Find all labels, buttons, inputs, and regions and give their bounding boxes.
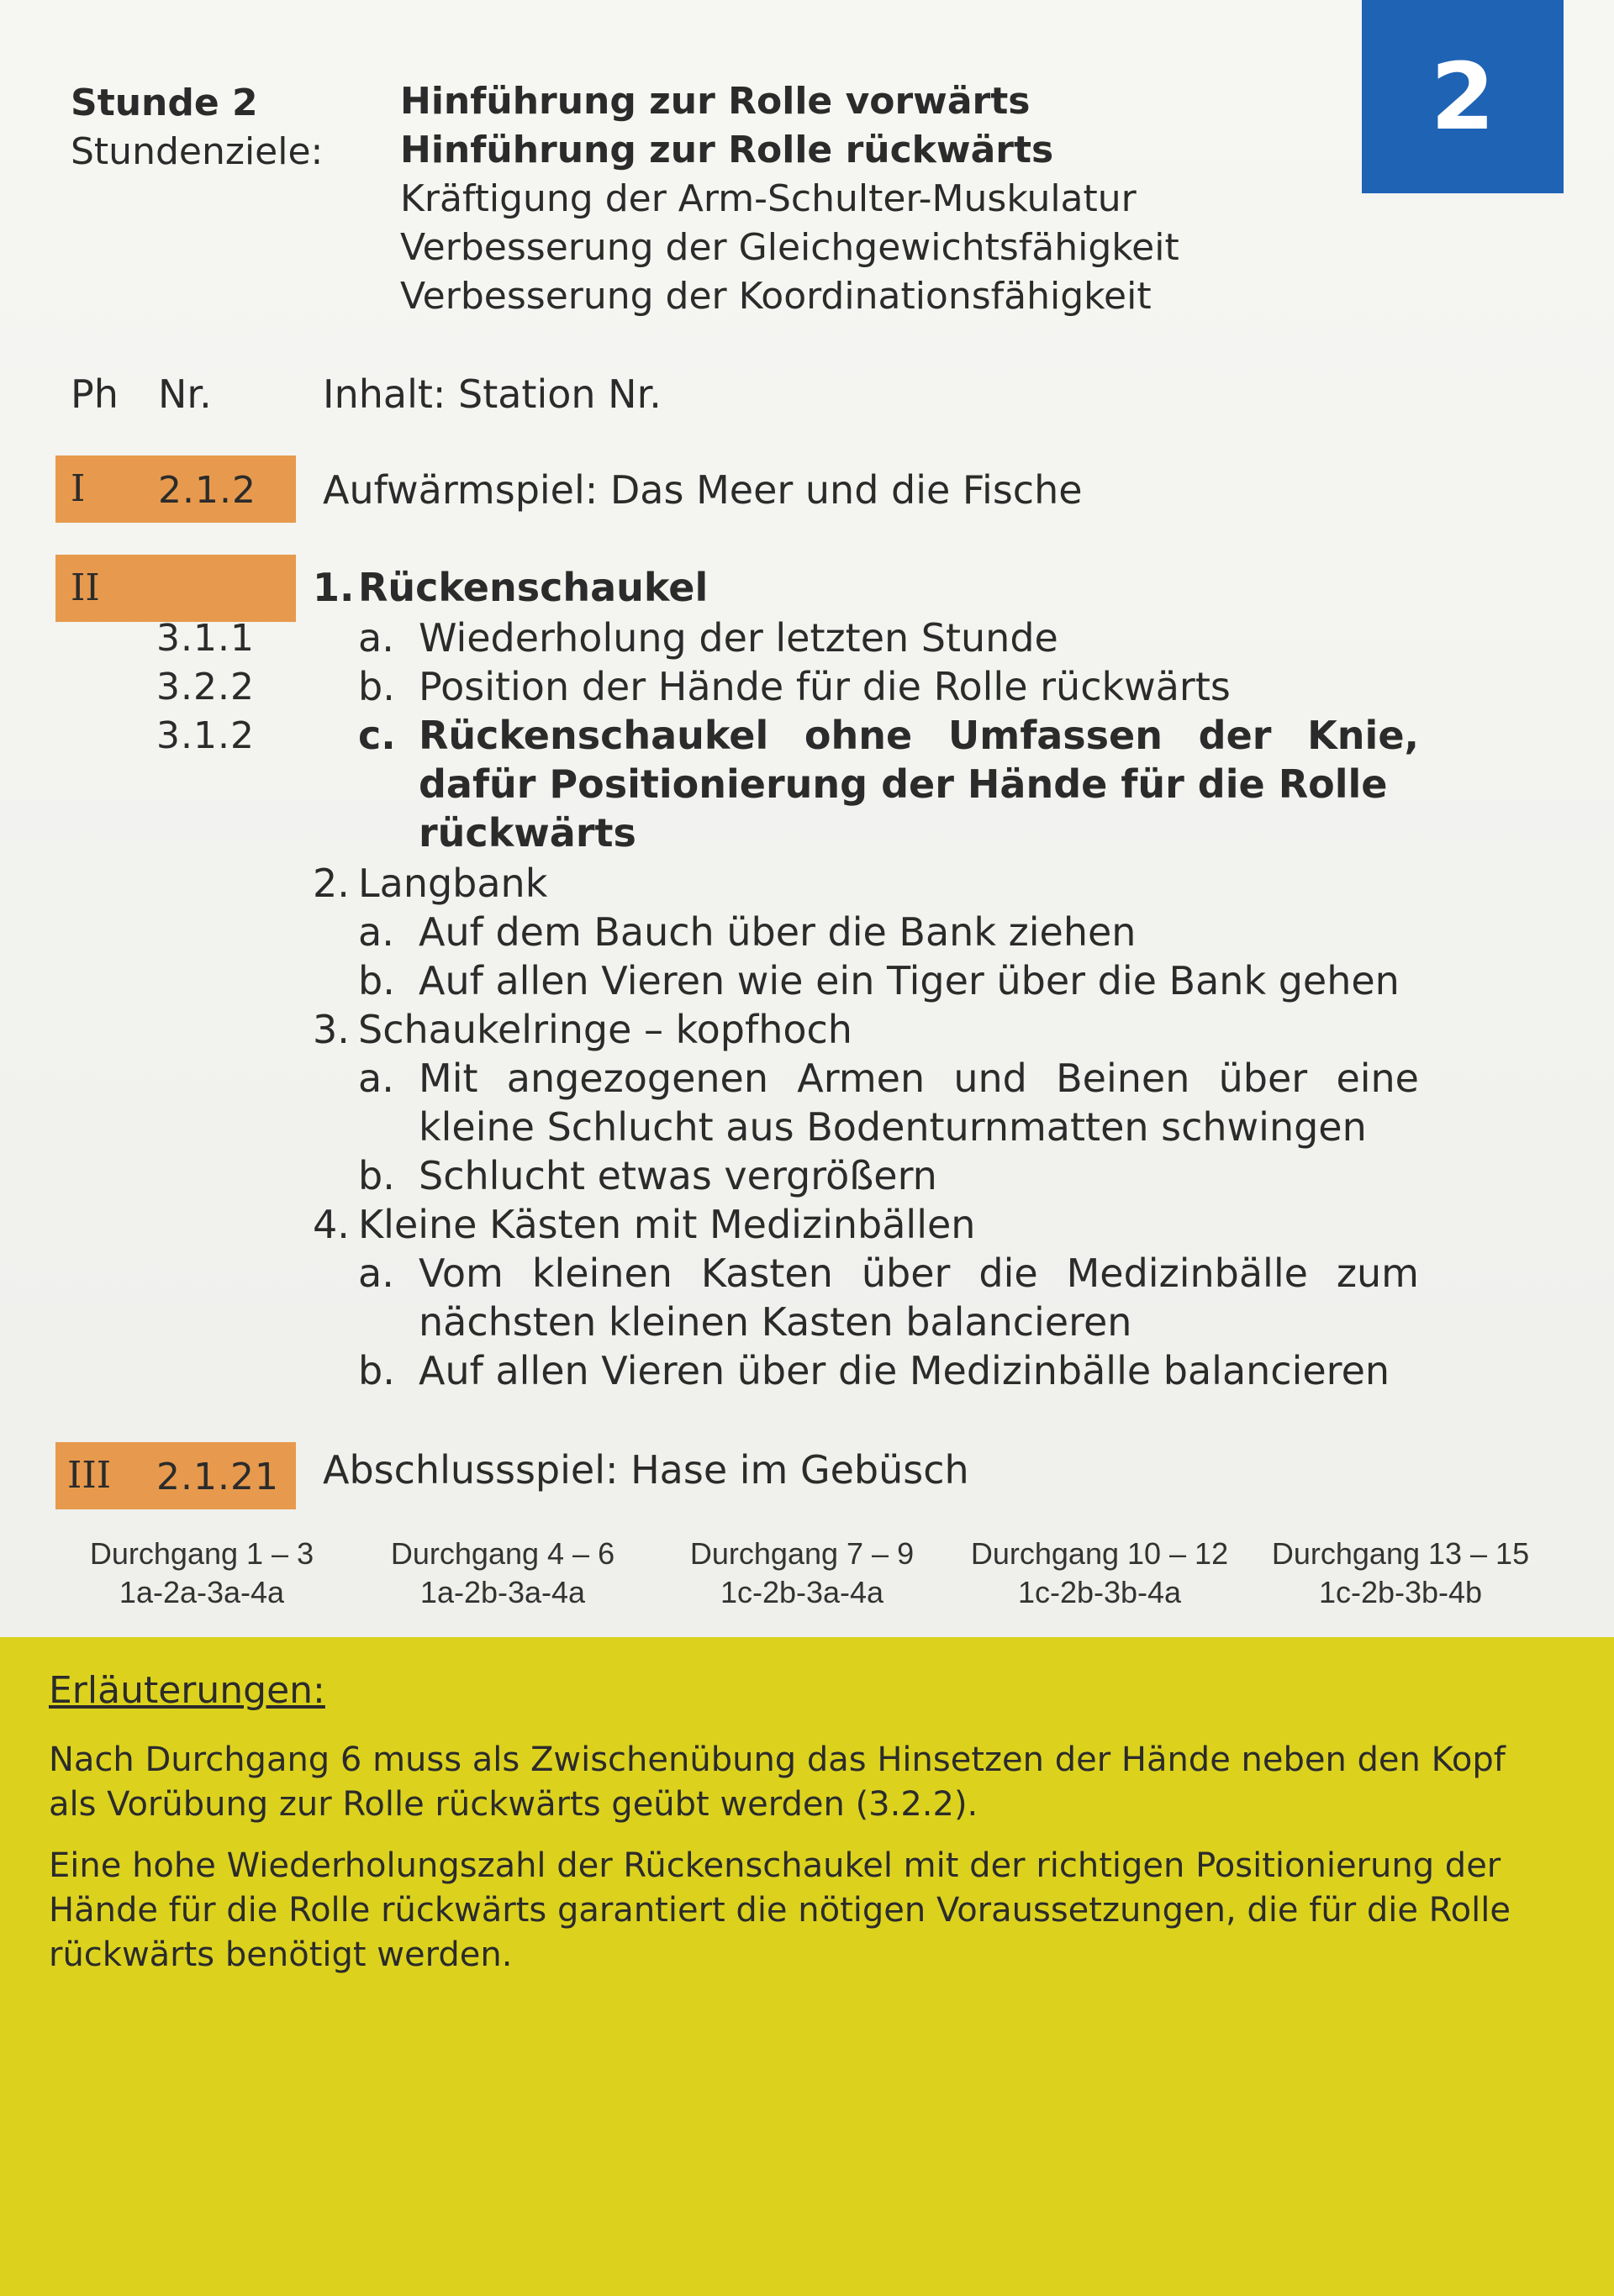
station-3a-letter: a. xyxy=(358,1056,394,1101)
station-2-number: 2. xyxy=(313,861,350,906)
station-2b-text: Auf allen Vieren wie ein Tiger über die Bank gehen xyxy=(419,958,1400,1003)
station-4-number: 4. xyxy=(313,1202,350,1247)
station-4a-line-2: nächsten kleinen Kasten balancieren xyxy=(419,1299,1132,1345)
durchgang-5-label: Durchgang 13 – 15 xyxy=(1271,1536,1530,1571)
station-3-title: Schaukelringe – kopfhoch xyxy=(358,1007,852,1052)
station-1a-nr: 3.1.1 xyxy=(156,617,255,660)
explanations-panel xyxy=(0,1637,1614,2296)
phase-2-label: II xyxy=(71,566,100,609)
durchgang-3-code: 1c-2b-3a-4a xyxy=(720,1575,884,1609)
station-2b-letter: b. xyxy=(358,958,395,1003)
station-2a-letter: a. xyxy=(358,909,394,955)
phase-1-nr: 2.1.2 xyxy=(158,469,256,512)
goal-3: Kräftigung der Arm-Schulter-Muskulatur xyxy=(400,177,1137,220)
durchgang-1-code: 1a-2a-3a-4a xyxy=(119,1575,285,1609)
durchgang-2-code: 1a-2b-3a-4a xyxy=(419,1575,586,1609)
column-nr: Nr. xyxy=(158,371,212,417)
goal-1: Hinführung zur Rolle vorwärts xyxy=(400,80,1031,123)
station-1-title: Rückenschaukel xyxy=(358,565,709,610)
goal-2: Hinführung zur Rolle rückwärts xyxy=(400,129,1054,171)
station-4b-letter: b. xyxy=(358,1348,395,1393)
phase-3-text: Abschlussspiel: Hase im Gebüsch xyxy=(323,1447,969,1493)
station-3b-letter: b. xyxy=(358,1153,395,1198)
goals-label: Stundenziele: xyxy=(71,130,324,173)
durchgang-1 xyxy=(59,1535,345,1612)
station-1-number: 1. xyxy=(313,565,355,610)
phase-3-label: III xyxy=(67,1454,112,1497)
station-3a-line-1: Mit angezogenen Armen und Beinen über eine xyxy=(419,1056,1419,1101)
explanation-paragraph-1: Nach Durchgang 6 muss als Zwischenübung das Hinsetzen der Hände neben den Kopf als Vorübung zur Rolle rückwärts geübt werden (3.2.2). xyxy=(49,1740,1506,1824)
durchgang-5 xyxy=(1258,1535,1543,1612)
durchgang-2 xyxy=(360,1535,646,1612)
durchgang-3 xyxy=(659,1535,945,1612)
durchgang-4-label: Durchgang 10 – 12 xyxy=(970,1536,1229,1571)
station-1c-line-3: rückwärts xyxy=(419,810,636,856)
station-1a-letter: a. xyxy=(358,615,394,661)
lesson-title: Stunde 2 xyxy=(71,82,258,124)
station-1a-text: Wiederholung der letzten Stunde xyxy=(419,615,1058,661)
station-1b-text: Position der Hände für die Rolle rückwärts xyxy=(419,664,1231,709)
station-4a-letter: a. xyxy=(358,1251,394,1296)
station-1c-letter: c. xyxy=(358,713,396,758)
phase-1-label: I xyxy=(71,467,86,510)
station-4a-line-1: Vom kleinen Kasten über die Medizinbälle zum xyxy=(419,1251,1419,1296)
explanations-title: Erläuterungen: xyxy=(49,1669,325,1712)
station-1c-nr: 3.1.2 xyxy=(156,714,255,757)
station-1b-nr: 3.2.2 xyxy=(156,666,255,708)
durchgang-3-label: Durchgang 7 – 9 xyxy=(689,1536,915,1571)
station-3a-line-2: kleine Schlucht aus Bodenturnmatten schwingen xyxy=(419,1104,1367,1150)
durchgang-2-label: Durchgang 4 – 6 xyxy=(390,1536,615,1571)
column-inhalt: Inhalt: Station Nr. xyxy=(323,371,662,417)
goal-5: Verbesserung der Koordinationsfähigkeit xyxy=(400,275,1152,318)
station-1b-letter: b. xyxy=(358,664,395,709)
phase-3-nr: 2.1.21 xyxy=(156,1456,279,1498)
station-2a-text: Auf dem Bauch über die Bank ziehen xyxy=(419,909,1137,955)
durchgang-4-code: 1c-2b-3b-4a xyxy=(1017,1575,1182,1609)
durchgang-5-code: 1c-2b-3b-4b xyxy=(1318,1575,1483,1609)
column-ph: Ph xyxy=(71,371,119,417)
explanation-paragraph-2: Eine hohe Wiederholungszahl der Rückenschaukel mit der richtigen Positionierung der Hände für die Rolle rückwärts garantiert die nötigen Voraussetzungen, die für die Rolle rückwärts benötigt werden. xyxy=(49,1846,1511,1974)
goal-4: Verbesserung der Gleichgewichtsfähigkeit xyxy=(400,226,1179,269)
station-3-number: 3. xyxy=(313,1007,350,1052)
station-2-title: Langbank xyxy=(358,861,548,906)
station-4b-text: Auf allen Vieren über die Medizinbälle balancieren xyxy=(419,1348,1390,1393)
durchgang-4 xyxy=(957,1535,1242,1612)
station-1c-line-1: Rückenschaukel ohne Umfassen der Knie, xyxy=(419,713,1419,758)
station-4-title: Kleine Kästen mit Medizinbällen xyxy=(358,1202,976,1247)
phase-1-text: Aufwärmspiel: Das Meer und die Fische xyxy=(323,467,1083,513)
station-1c-line-2: dafür Positionierung der Hände für die Rolle xyxy=(419,761,1388,807)
durchgang-1-label: Durchgang 1 – 3 xyxy=(89,1536,314,1571)
station-3b-text: Schlucht etwas vergrößern xyxy=(419,1153,937,1198)
lesson-number-badge: 2 xyxy=(1362,0,1564,193)
